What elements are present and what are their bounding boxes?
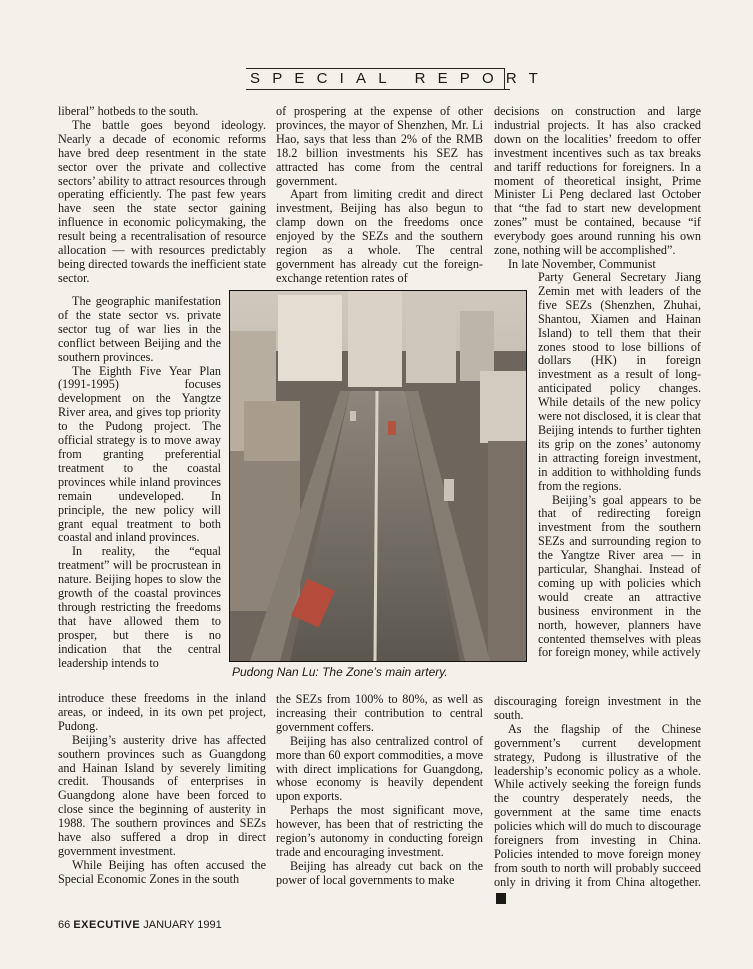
- paragraph: Beijing’s goal appears to be that of redirecting foreign investment from the southern SEZs and surrounding region to the Yangtze River area — in particular, Shanghai. Instead of coming up with policies which would create an attractive business environment in the north, however, planners have contented themselves with pleas for foreign money, while actively: [538, 492, 701, 660]
- header-rule-top: [246, 68, 504, 69]
- street-photo-illustration: [230, 291, 526, 661]
- paragraph: discouraging foreign investment in the south.: [494, 694, 701, 722]
- column-right-bottom: [494, 695, 701, 904]
- column-left-bottom: [58, 692, 266, 887]
- street-photo: [229, 290, 527, 662]
- column-left-beside-photo: [58, 295, 221, 670]
- paragraph: Party General Secretary Jiang Zemin met with leaders of the five SEZs (Shenzhen, Zhuhai, Shantou, Xiamen and Hainan Island) to tell them that their zones stood to lose billions of dollars (HK) in foreign investment as a result of long-anticipated policy changes. While details of the new policy were not disclosed, it is clear that Beijing intends to further tighten its grip on the zones’ autonomy in attracting foreign investment, in addition to withholding funds from the regions.: [538, 270, 701, 493]
- publication-name: EXECUTIVE: [73, 919, 141, 931]
- final-paragraph-text: As the flagship of the Chinese government’s current development strategy, Pudong is illustrative of the leadership’s economic policy as a whole. While actively seeking the foreign funds the country desperately needs, the government at the same time enacts policies which will do much to discourage foreigners from investing in China. Policies intended to move foreign money from south to north will probably succeed only in driving it from China altogether.: [494, 721, 701, 889]
- paragraph: decisions on construction and large industrial projects. It has also cracked down on the localities’ freedom to offer investment incentives such as tax breaks and tariff reductions for foreigners. In a moment of theoretical insight, Prime Minister Li Peng declared last October that “the fad to start new development zones” must be contained, because “if everybody goes around running his own zone, nothing will be accomplished”.: [494, 104, 701, 258]
- paragraph: introduce these freedoms in the inland areas, or indeed, in its own pet project, Pudong.: [58, 691, 266, 733]
- page-footer: [58, 919, 222, 933]
- paragraph: The battle goes beyond ideology. Nearly a decade of economic reforms have bred deep resentment in the state sector over the private and collective sectors’ ability to attract resources through operating efficiently. The past few years have seen the state sector gaining influence in economic policymaking, the result being a recentralisation of resource allocation — with resources predictably being directed towards the inefficient state sector.: [58, 117, 266, 285]
- paragraph: The Eighth Five Year Plan (1991-1995) focuses development on the Yangtze River area, and gives top priority to the Pudong project. The official strategy is to move away from granting preferential treatment to the coastal provinces while inland provinces remain undeveloped. In principle, the new policy will grant equal treatment to both coastal and inland provinces.: [58, 363, 221, 545]
- header-rule-tick: [504, 68, 505, 89]
- paragraph: Perhaps the most significant move, however, has been that of restricting the region’s autonomy in conducting foreign trade and encouraging investment.: [276, 803, 483, 859]
- section-header: SPECIAL REPORT: [250, 70, 551, 87]
- photo-caption: Pudong Nan Lu: The Zone’s main artery.: [232, 665, 448, 679]
- end-of-article-mark: E: [496, 893, 506, 904]
- column-right-top: [494, 105, 701, 272]
- column-left-top: [58, 105, 266, 286]
- header-rule-bottom: [246, 89, 510, 90]
- column-middle-bottom: [276, 693, 483, 888]
- issue-date: JANUARY 1991: [143, 919, 222, 931]
- paragraph: Apart from limiting credit and direct investment, Beijing has also begun to clamp down on the freedoms once enjoyed by the SEZs and the southern region as a whole. The central government has already cut the foreign-exchange retention rates of: [276, 187, 483, 285]
- column-right-beside-photo: [538, 271, 701, 660]
- paragraph: In late November, Communist: [508, 256, 656, 271]
- paragraph: In reality, the “equal treatment” will be procrustean in nature. Beijing hopes to slow the growth of the coastal provinces through restricting the freedoms that have allowed them to prosper, but there is no indication that the central leadership intends to: [58, 544, 221, 670]
- paragraph: [494, 723, 701, 904]
- paragraph: Beijing’s austerity drive has affected southern provinces such as Guangdong and Hainan Island by severely limiting credit. Thousands of enterprises in Guangdong alone have been forced to close since the beginning of austerity in 1988. The southern provinces and SEZs have also suffered a drop in direct government investment.: [58, 732, 266, 858]
- paragraph: of prospering at the expense of other provinces, the mayor of Shenzhen, Mr. Li Hao, says that less than 2% of the RMB 18.2 billion investments his SEZ has attracted has come from the central government.: [276, 104, 483, 188]
- paragraph: Beijing has also centralized control of more than 60 export commodities, a move with direct implications for Guangdong, whose economy is heavily dependent upon exports.: [276, 733, 483, 804]
- paragraph: Beijing has already cut back on the power of local governments to make: [276, 858, 483, 887]
- paragraph: While Beijing has often accused the Special Economic Zones in the south: [58, 857, 266, 886]
- page-number: 66: [58, 919, 71, 931]
- paragraph: The geographic manifestation of the state sector vs. private sector tug of war lies in the conflict between Beijing and the southern provinces.: [58, 294, 221, 364]
- paragraph: liberal” hotbeds to the south.: [58, 104, 199, 118]
- paragraph: the SEZs from 100% to 80%, as well as increasing their contribution to central government coffers.: [276, 692, 483, 734]
- column-middle-top: [276, 105, 483, 286]
